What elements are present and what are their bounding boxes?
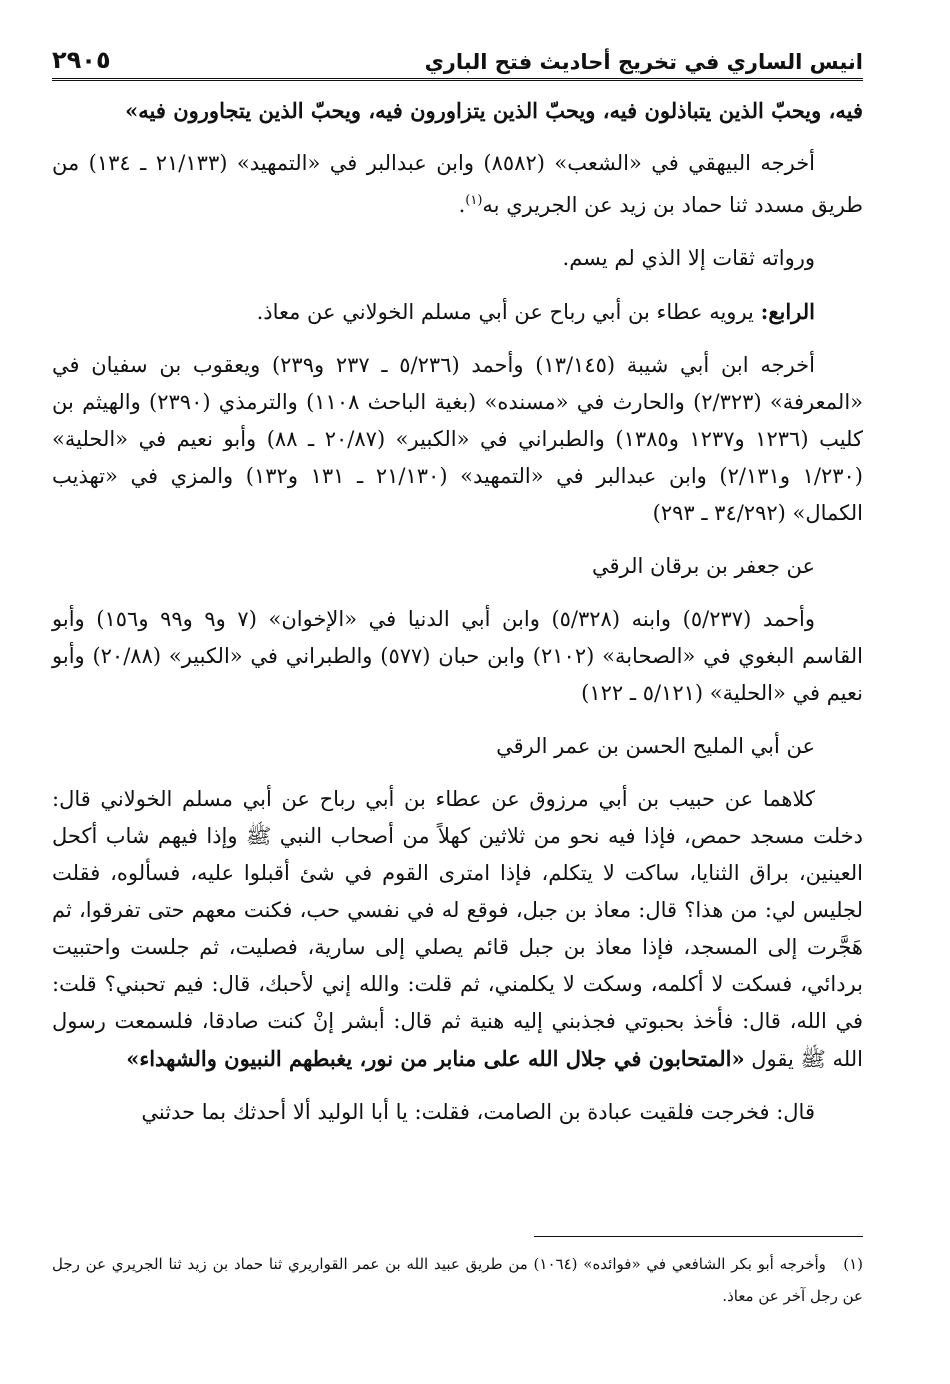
narrators-note: ورواته ثقات إلا الذي لم يسم.	[562, 246, 815, 270]
takhrij-paragraph-2: أخرجه ابن أبي شيبة (١٣/١٤٥) وأحمد (٥/٢٣٦ ـ ٢٣٧ و٢٣٩) ويعقوب بن سفيان في «المعرفة» (٢/٣٢٣) والحارث في «مسنده» (بغية الباحث ١١٠٨) والترمذي (٢٣٩٠) والهيثم بن كليب (١٢٣٦ و١٢٣٧ و١٣٨٥) والطبراني في «الكبير» (٢٠/٨٧ ـ ٨٨) وأبو نعيم في «الحلية» (١/٢٣٠ و٢/١٣١) وابن عبدالبر في «التمهيد» (٢١/١٣٠ ـ ١٣١ و١٣٢) والمزي في «تهذيب الكمال» (٣٤/٢٩٢ ـ ٢٩٣)	[52, 353, 863, 525]
footnote-separator	[534, 1236, 863, 1237]
hadith-narration	[52, 781, 863, 1078]
main-text	[52, 92, 863, 1147]
fourth-route-text: يرويه عطاء بن أبي رباح عن أبي مسلم الخولاني عن معاذ.	[256, 300, 761, 324]
page-header	[52, 34, 863, 81]
footnote	[52, 1248, 863, 1312]
hadith-matn: «المتحابون في جلال الله على منابر من نور، يغبطهم النبيون والشهداء»	[126, 1046, 745, 1071]
fourth-route-paragraph	[52, 293, 863, 331]
narration-continuation: قال: فخرجت فلقيت عبادة بن الصامت، فقلت: يا أبا الوليد ألا أحدثك بما حدثني	[141, 1100, 815, 1124]
footnote-reference: (١)	[465, 193, 483, 208]
footnote-number: (١)	[843, 1255, 863, 1273]
takhrij-paragraph-1	[52, 145, 863, 224]
takhrij-paragraph-3: وأحمد (٥/٢٣٧) وابنه (٥/٣٢٨) وابن أبي الدنيا في «الإخوان» (٧ و٩ و٩٩ و١٥٦) وأبو القاسم البغوي في «الصحابة» (٢١٠٢) وابن حبان (٥٧٧) والطبراني في «الكبير» (٢٠/٨٨) وأبو نعيم في «الحلية» (٥/١٢١ ـ ١٢٢)	[52, 607, 864, 705]
fourth-route-label: الرابع:	[760, 299, 815, 324]
chain-jafar: عن جعفر بن برقان الرقي	[591, 554, 815, 578]
running-title: انيس الساري في تخريج أحاديث فتح الباري	[424, 50, 863, 74]
takhrij-text: أخرجه البيهقي في «الشعب» (٨٥٨٢) وابن عبدالبر في «التمهيد» (٢١/١٣٣ ـ ١٣٤) من طريق مسدد ثنا حماد بن زيد عن الجريري به	[52, 151, 863, 217]
chain-abu-al-malih: عن أبي المليح الحسن بن عمر الرقي	[496, 734, 815, 758]
footnote-text: وأخرجه أبو بكر الشافعي في «فوائده» (١٠٦٤) من طريق عبيد الله بن عمر القواريري ثنا حماد بن زيد ثنا الجريري عن رجل عن رجل آخر عن معاذ.	[52, 1255, 863, 1305]
sentence-end: .	[458, 193, 466, 217]
page-number: ٢٩٠٥	[52, 46, 111, 74]
hadith-continuation: فيه، ويحبّ الذين يتباذلون فيه، ويحبّ الذين يتزاورون فيه، ويحبّ الذين يتجاورون فيه»	[125, 98, 863, 123]
narration-text: كلاهما عن حبيب بن أبي مرزوق عن عطاء بن أبي رباح عن أبي مسلم الخولاني قال: دخلت مسجد حمص، فإذا فيه نحو من ثلاثين كهلاً من أصحاب النبي ﷺ وإذا فيهم شاب أكحل العينين، براق الثنايا، ساكت لا يتكلم، فإذا امترى القوم في شئ أقبلوا عليه، فسألوه، فقلت لجليس لي: من هذا؟ قال: معاذ بن جبل، فوقع له في نفسي حب، فكنت معهم حتى تفرقوا، ثم هَجَّرت إلى المسجد، فإذا معاذ بن جبل قائم يصلي إلى سارية، فصليت، ثم جلست واحتبيت بردائي، فسكت لا أكلمه، وسكت لا يكلمني، ثم قلت: والله إني لأحبك، قال: فيم تحبني؟ قلت: في الله، قال: فأخذ بحبوتي فجذبني إليه هنية ثم قال: أبشر إنْ كنت صادقا، فلسمعت رسول الله ﷺ يقول	[52, 787, 863, 1071]
